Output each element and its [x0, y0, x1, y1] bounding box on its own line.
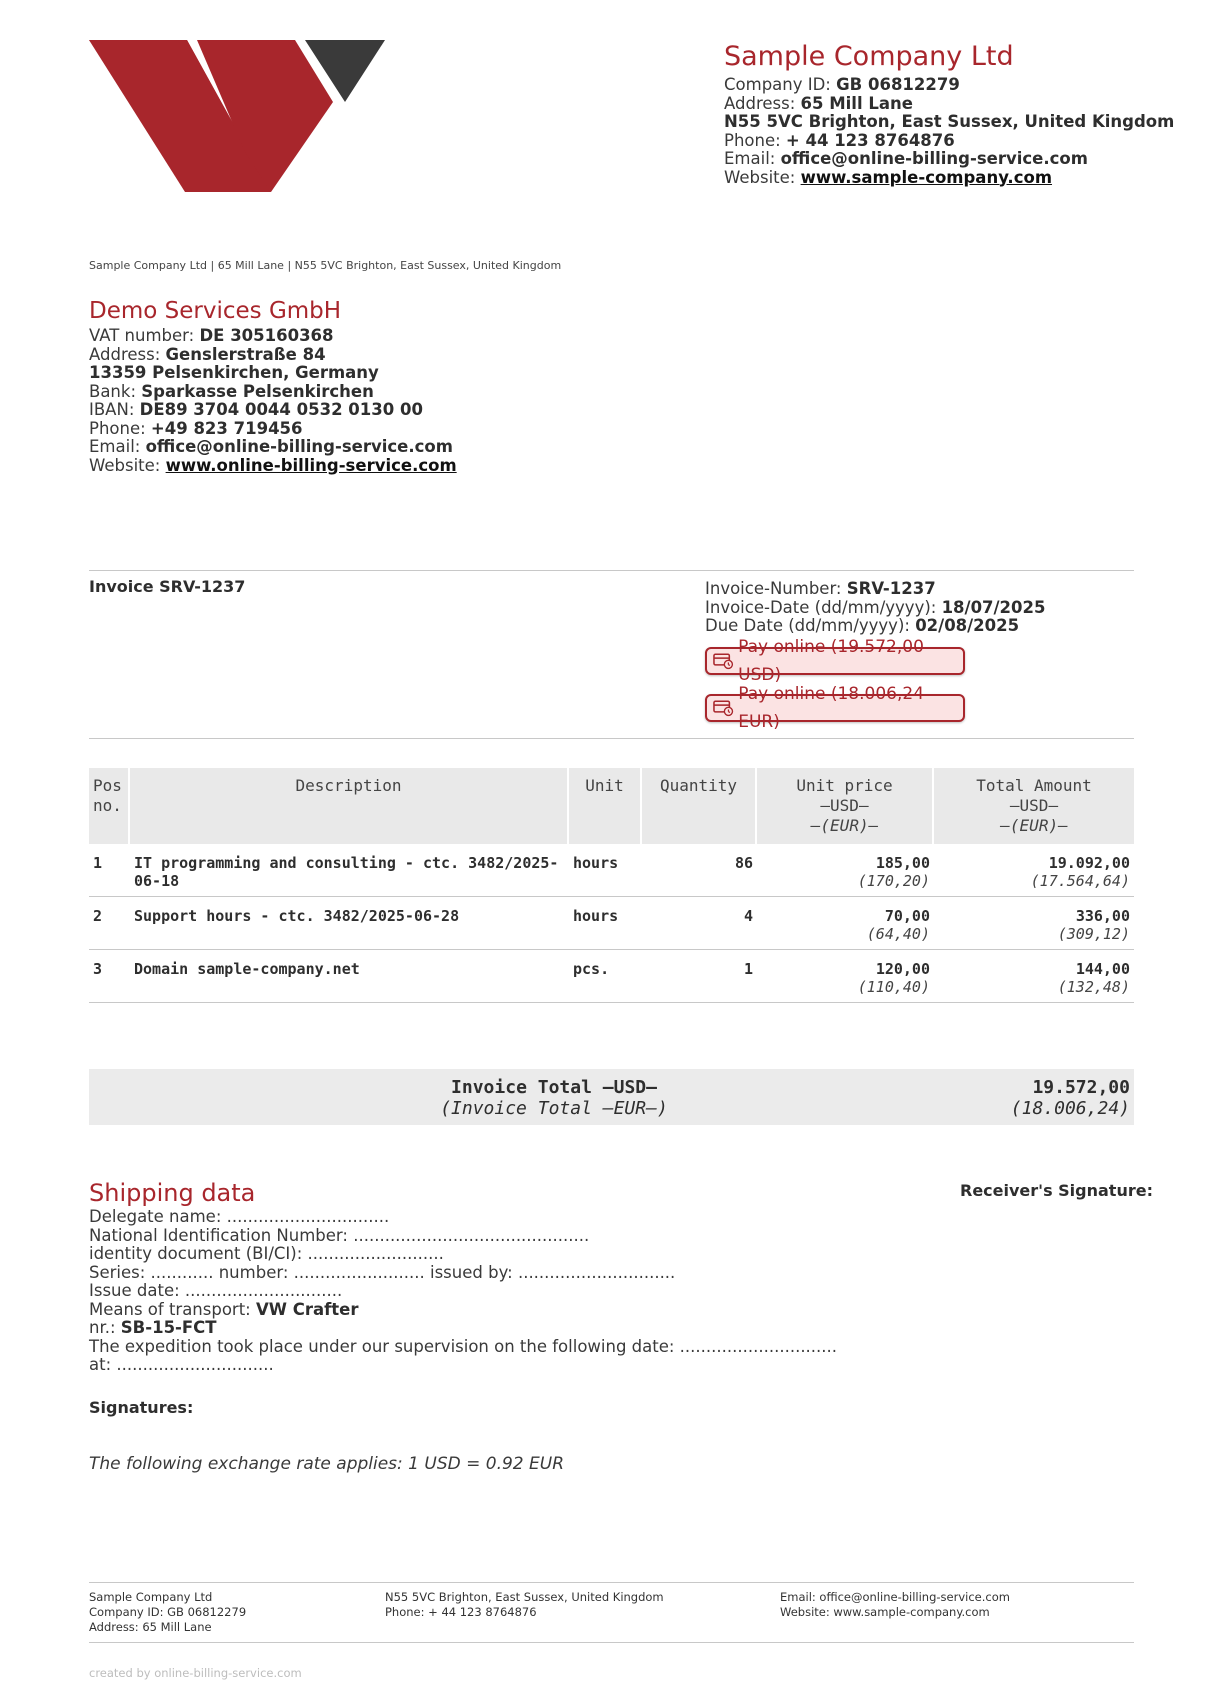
header-pos: Pos no. [89, 768, 130, 844]
divider [89, 738, 1134, 739]
pay-online-eur-button[interactable] [705, 684, 965, 732]
divider [89, 570, 1134, 571]
row-description: Domain sample-company.net [130, 950, 569, 1003]
table-header-row [89, 768, 1134, 844]
row-description: IT programming and consulting - ctc. 3482/2025-06-18 [130, 844, 569, 897]
shipping-heading: Shipping data [89, 1179, 256, 1207]
buyer-phone: Phone: +49 823 719456 [89, 418, 303, 438]
header-unit-price: Unit price –USD– –(EUR)– [757, 768, 934, 844]
row-quantity: 4 [642, 897, 757, 950]
row-quantity: 86 [642, 844, 757, 897]
buyer-vat: VAT number: DE 305160368 [89, 326, 334, 345]
shipping-at: at: .............................. [89, 1355, 274, 1374]
invoice-total-label: Invoice Total –USD– (Invoice Total –EUR–) [440, 1077, 668, 1119]
table-row [89, 844, 1134, 897]
invoice-total-box [89, 1069, 1134, 1125]
exchange-rate-note: The following exchange rate applies: 1 USD = 0.92 EUR [89, 1454, 565, 1474]
table-row [89, 897, 1134, 950]
seller-website: Website: www.sample-company.com [724, 167, 1053, 187]
row-unit-price: 185,00 (170,20) [757, 844, 934, 897]
buyer-address-2: 13359 Pelsenkirchen, Germany [89, 363, 379, 382]
shipping-block [89, 1178, 837, 1375]
row-total: 144,00 (132,48) [934, 950, 1134, 1003]
company-logo [89, 40, 385, 192]
receiver-signature-label: Receiver's Signature: [960, 1181, 1153, 1200]
seller-block [724, 40, 1174, 187]
seller-address-2: N55 5VC Brighton, East Sussex, United Kingdom [724, 112, 1175, 131]
header-unit: Unit [569, 768, 642, 844]
shipping-issue-date: Issue date: .............................. [89, 1281, 343, 1300]
shipping-identity-doc: identity document (BI/CI): .......................... [89, 1244, 444, 1263]
buyer-name: Demo Services GmbH [89, 298, 342, 324]
seller-company-id: Company ID: GB 06812279 [724, 75, 960, 94]
buyer-block [89, 296, 457, 475]
table-row [89, 950, 1134, 1003]
shipping-delegate: Delegate name: ............................... [89, 1207, 390, 1226]
row-description: Support hours - ctc. 3482/2025-06-28 [130, 897, 569, 950]
seller-website-link[interactable]: www.sample-company.com [800, 167, 1053, 187]
header-total: Total Amount –USD– –(EUR)– [934, 768, 1134, 844]
footer-col-contact: Email: office@online-billing-service.com Website: www.sample-company.com [780, 1590, 1010, 1619]
seller-email: Email: office@online-billing-service.com [724, 149, 1088, 168]
buyer-iban: IBAN: DE89 3704 0044 0532 0130 00 [89, 400, 423, 419]
items-table [89, 768, 1134, 1003]
buyer-website: Website: www.online-billing-service.com [89, 455, 457, 475]
buyer-address: Address: Genslerstraße 84 [89, 344, 326, 364]
invoice-total-value: 19.572,00 (18.006,24) [1010, 1077, 1130, 1119]
row-unit: hours [569, 844, 642, 897]
buyer-email: Email: office@online-billing-service.com [89, 437, 453, 456]
pay-online-eur-label: Pay online (18.006,24 EUR) [738, 684, 925, 732]
payment-card-icon [713, 699, 734, 717]
row-quantity: 1 [642, 950, 757, 1003]
pay-online-usd-button[interactable] [705, 637, 965, 685]
row-pos: 2 [89, 897, 130, 950]
footer-col-address: N55 5VC Brighton, East Sussex, United Kingdom Phone: + 44 123 8764876 [385, 1590, 664, 1619]
invoice-due-date: Due Date (dd/mm/yyyy): 02/08/2025 [705, 616, 1020, 635]
pay-online-usd-label: Pay online (19.572,00 USD) [738, 637, 924, 685]
footer-col-company: Sample Company Ltd Company ID: GB 06812279 Address: 65 Mill Lane [89, 1590, 247, 1634]
shipping-expedition: The expedition took place under our supervision on the following date: .............................. [89, 1336, 838, 1356]
row-total: 19.092,00 (17.564,64) [934, 844, 1134, 897]
buyer-bank: Bank: Sparkasse Pelsenkirchen [89, 381, 374, 401]
signatures-label: Signatures: [89, 1398, 194, 1417]
footer-divider-top [89, 1582, 1134, 1583]
seller-address: Address: 65 Mill Lane [724, 93, 913, 113]
header-quantity: Quantity [642, 768, 757, 844]
row-pos: 3 [89, 950, 130, 1003]
header-description: Description [130, 768, 569, 844]
created-by-note: created by online-billing-service.com [89, 1666, 302, 1680]
payment-card-icon [713, 652, 734, 670]
invoice-meta [705, 580, 1045, 636]
row-unit-price: 120,00 (110,40) [757, 950, 934, 1003]
seller-phone: Phone: + 44 123 8764876 [724, 130, 955, 150]
footer-divider-bottom [89, 1642, 1134, 1643]
row-unit: hours [569, 897, 642, 950]
buyer-website-link[interactable]: www.online-billing-service.com [165, 455, 457, 475]
invoice-date: Invoice-Date (dd/mm/yyyy): 18/07/2025 [705, 597, 1046, 617]
shipping-nr: nr.: SB-15-FCT [89, 1318, 217, 1337]
shipping-national-id: National Identification Number: ............................................. [89, 1225, 590, 1245]
row-unit: pcs. [569, 950, 642, 1003]
seller-name: Sample Company Ltd [724, 41, 1014, 72]
invoice-number: Invoice-Number: SRV-1237 [705, 579, 936, 598]
shipping-series: Series: ............ number: ......................... issued by: .............................. [89, 1262, 676, 1282]
row-total: 336,00 (309,12) [934, 897, 1134, 950]
invoice-title: Invoice SRV-1237 [89, 577, 246, 596]
shipping-transport: Means of transport: VW Crafter [89, 1299, 359, 1319]
sender-address-line: Sample Company Ltd | 65 Mill Lane | N55 5VC Brighton, East Sussex, United Kingdom [89, 259, 562, 272]
row-unit-price: 70,00 (64,40) [757, 897, 934, 950]
row-pos: 1 [89, 844, 130, 897]
